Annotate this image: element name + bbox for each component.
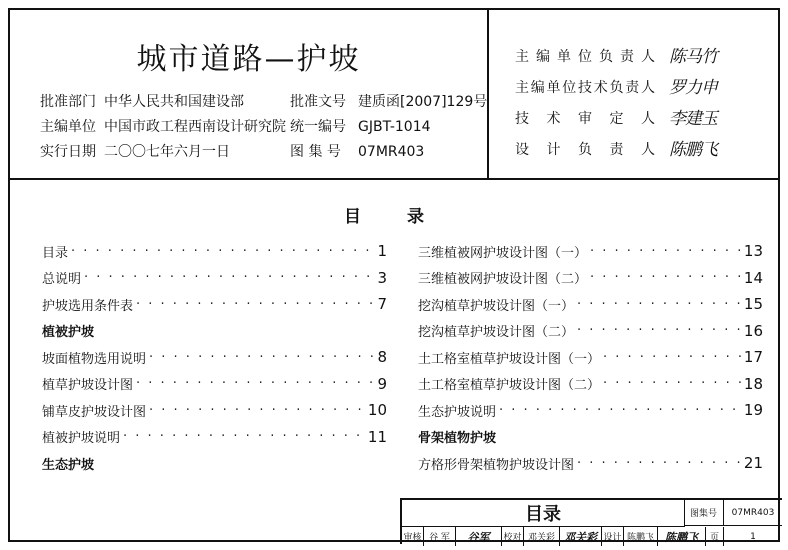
designer-signature: 陈鹏飞 — [658, 527, 706, 546]
dot-leader — [84, 270, 374, 285]
toc-entry[interactable] — [42, 265, 387, 292]
toc-entry-title: 坡面植物选用说明 — [42, 351, 147, 367]
toc-entry[interactable] — [418, 450, 763, 477]
approval-row — [40, 140, 487, 165]
toc-entry[interactable] — [418, 238, 763, 265]
dot-leader — [136, 297, 374, 312]
toc-entry-title: 铺草皮护坡设计图 — [42, 404, 147, 420]
toc-entry[interactable] — [42, 371, 387, 398]
toc-entry-title: 总说明 — [42, 272, 82, 288]
handwritten-signature: 李建玉 — [669, 109, 717, 129]
designer-name: 陈鹏飞 — [624, 527, 658, 546]
toc-page-number: 7 — [377, 295, 387, 314]
toc-entry[interactable] — [42, 291, 387, 318]
toc-entry[interactable] — [42, 238, 387, 265]
toc-page-number: 21 — [743, 454, 763, 473]
toc-left-column — [42, 238, 387, 477]
dot-leader — [499, 403, 741, 418]
toc-entry-title: 方格形骨架植物护坡设计图 — [418, 457, 575, 473]
toc-page-number: 17 — [743, 348, 763, 367]
toc-entry-title: 植草护坡设计图 — [42, 378, 134, 394]
responsible-persons — [515, 42, 717, 166]
dot-leader — [123, 429, 365, 444]
dot-leader — [590, 270, 741, 285]
handwritten-signature: 陈马竹 — [669, 47, 717, 67]
responsible-row — [515, 73, 717, 104]
meta-value: 二〇〇七年六月一日 — [104, 144, 230, 160]
toc-section-heading — [42, 450, 387, 477]
toc-entry-title: 土工格室植草护坡设计图（二） — [418, 378, 601, 394]
toc-page-number: 1 — [377, 242, 387, 261]
drawing-name: 目录 — [402, 500, 685, 527]
toc-entry[interactable] — [418, 265, 763, 292]
toc-entry[interactable] — [42, 424, 387, 451]
dot-leader — [577, 297, 741, 312]
toc-entry[interactable] — [418, 397, 763, 424]
dot-leader — [71, 244, 374, 259]
responsible-row — [515, 104, 717, 135]
header-bottom-rule — [10, 178, 778, 180]
handwritten-signature: 罗力申 — [669, 78, 717, 98]
meta-value: GJBT-1014 — [358, 119, 431, 135]
meta-key: 统一编号 — [290, 119, 346, 135]
toc-entry-title: 骨架植物护坡 — [418, 431, 497, 447]
header-divider — [487, 10, 489, 178]
dot-leader — [136, 376, 374, 391]
meta-key: 批准部门 — [40, 94, 96, 110]
drawing-frame — [8, 8, 780, 542]
meta-key: 主编单位 — [40, 119, 96, 135]
meta-value: 建质函[2007]129号 — [358, 94, 488, 110]
responsible-role: 设计负责人 — [515, 142, 655, 158]
page-number: 1 — [750, 531, 756, 542]
toc-section-heading — [42, 318, 387, 345]
toc-entry[interactable] — [418, 291, 763, 318]
dot-leader — [149, 403, 365, 418]
meta-value: 中华人民共和国建设部 — [104, 94, 244, 110]
toc-entry[interactable] — [42, 344, 387, 371]
title-block — [400, 498, 782, 544]
toc-entry-title: 植被护坡 — [42, 325, 95, 341]
dot-leader — [603, 350, 741, 365]
toc-page-number: 3 — [377, 268, 387, 287]
responsible-row — [515, 42, 717, 73]
check-label: 校对 — [502, 527, 524, 546]
atlas-no: 07MR403 — [724, 500, 782, 526]
toc-page-number: 13 — [743, 242, 763, 261]
checker-signature: 邓关彩 — [560, 527, 602, 546]
toc-page-number: 19 — [743, 401, 763, 420]
toc-entry[interactable] — [42, 397, 387, 424]
toc-page-number: 14 — [743, 268, 763, 287]
toc-section-heading — [418, 424, 763, 451]
toc-entry-title: 挖沟植草护坡设计图（一） — [418, 298, 575, 314]
dot-leader — [577, 456, 741, 471]
toc-entry[interactable] — [418, 344, 763, 371]
toc-entry-title: 生态护坡说明 — [418, 404, 497, 420]
reviewer-name: 谷 军 — [424, 527, 456, 546]
toc-page-number: 18 — [743, 374, 763, 393]
toc-heading: 目 录 — [344, 207, 444, 227]
approval-info — [40, 90, 487, 165]
reviewer-signature: 谷军 — [456, 527, 502, 546]
meta-value: 07MR403 — [358, 144, 425, 160]
toc-entry-title: 三维植被网护坡设计图（一） — [418, 245, 588, 261]
meta-value: 中国市政工程西南设计研究院 — [104, 119, 286, 135]
responsible-role: 技术审定人 — [515, 111, 655, 127]
toc-page-number: 8 — [377, 348, 387, 367]
toc-entry[interactable] — [418, 371, 763, 398]
handwritten-signature: 陈鹏飞 — [669, 140, 717, 160]
dot-leader — [577, 323, 741, 338]
design-label: 设计 — [602, 527, 624, 546]
responsible-role: 主编单位技术负责人 — [515, 80, 655, 96]
review-label: 审核 — [402, 527, 424, 546]
approval-row — [40, 90, 487, 115]
toc-entry-title: 生态护坡 — [42, 457, 95, 473]
toc-entry-title: 三维植被网护坡设计图（二） — [418, 272, 588, 288]
toc-right-column — [418, 238, 763, 477]
responsible-role: 主编单位负责人 — [515, 49, 655, 65]
page-label: 页 — [706, 527, 724, 546]
dot-leader — [603, 376, 741, 391]
toc-entry-title: 护坡选用条件表 — [42, 298, 134, 314]
approval-row — [40, 115, 487, 140]
toc-entry-title: 目录 — [42, 245, 69, 261]
meta-key: 批准文号 — [290, 94, 346, 110]
toc-page-number: 9 — [377, 374, 387, 393]
toc-entry-title: 土工格室植草护坡设计图（一） — [418, 351, 601, 367]
checker-name: 邓关彩 — [524, 527, 560, 546]
toc-page-number: 15 — [743, 295, 763, 314]
meta-key: 实行日期 — [40, 144, 96, 160]
responsible-row — [515, 135, 717, 166]
toc-entry-title: 植被护坡说明 — [42, 431, 121, 447]
atlas-no-label: 图集号 — [684, 500, 724, 526]
toc-page-number: 10 — [367, 401, 387, 420]
meta-key: 图 集 号 — [290, 144, 341, 160]
dot-leader — [149, 350, 374, 365]
toc-entry-title: 挖沟植草护坡设计图（二） — [418, 325, 575, 341]
toc-page-number: 11 — [367, 427, 387, 446]
toc-entry[interactable] — [418, 318, 763, 345]
dot-leader — [590, 244, 741, 259]
toc-page-number: 16 — [743, 321, 763, 340]
page-title: 城市道路—护坡 — [136, 42, 361, 77]
